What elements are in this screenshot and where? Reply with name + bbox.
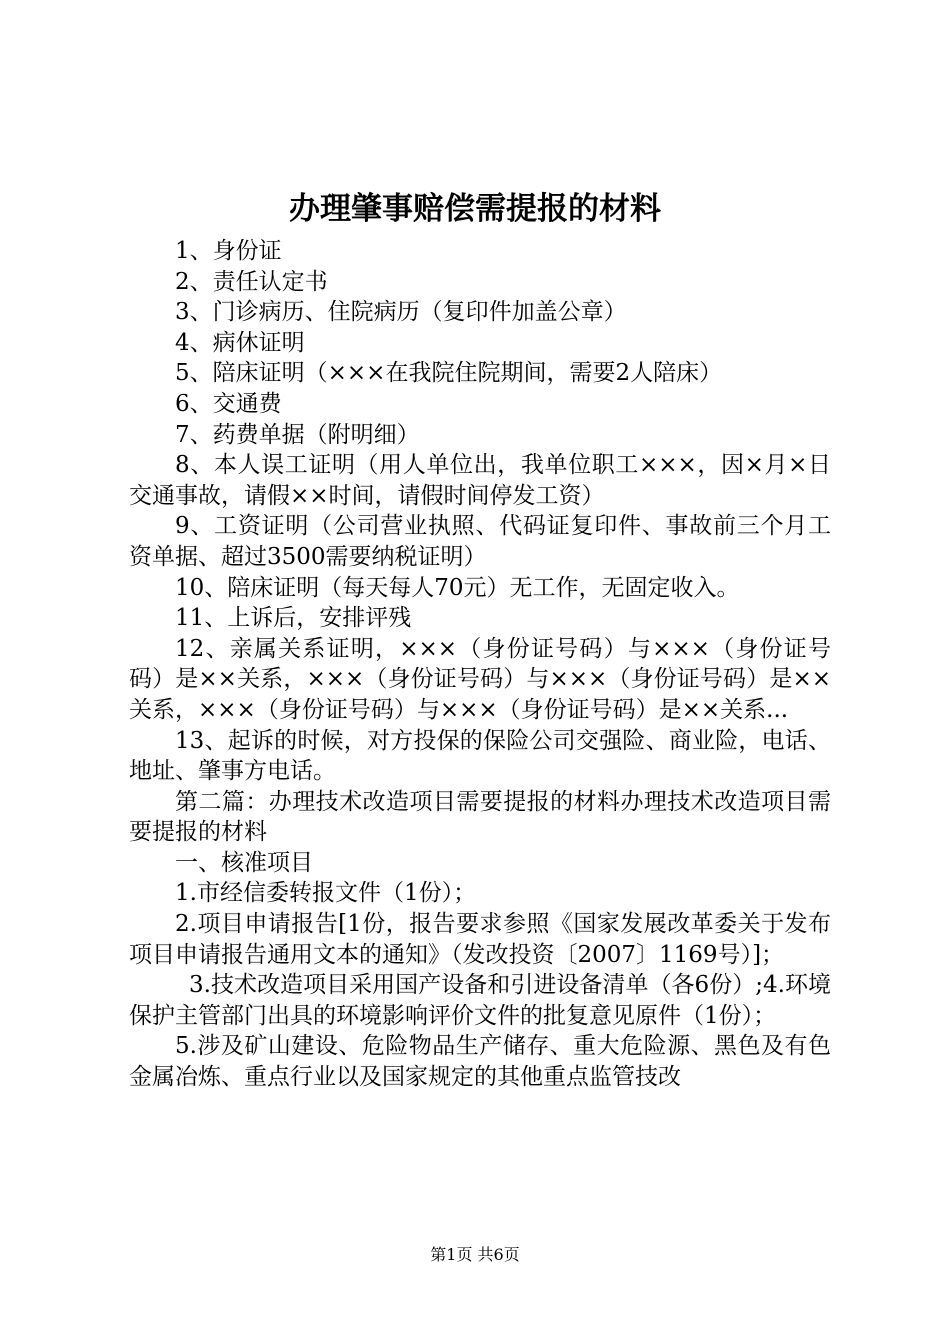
paragraph: 5、陪床证明（×××在我院住院期间，需要2人陪床） bbox=[175, 360, 723, 387]
paragraph: 2.项目申请报告[1份，报告要求参照《国家发展改革委关于发布项目申请报告通用文本的通知》（发改投资〔2007〕1169号）]； bbox=[129, 911, 831, 968]
page-number: 第1页 共6页 bbox=[430, 1245, 520, 1264]
paragraph: 1.市经信委转报文件（1份）； bbox=[175, 880, 477, 907]
paragraph: 7、药费单据（附明细） bbox=[175, 421, 420, 448]
paragraph: 10、陪床证明（每天每人70元）无工作，无固定收入。 bbox=[175, 574, 740, 601]
paragraph: 3.技术改造项目采用国产设备和引进设备清单（各6份）;4.环境保护主管部门出具的环境影响评价文件的批复意见原件（1份）； bbox=[129, 972, 831, 1029]
paragraph: 12、亲属关系证明，×××（身份证号码）与×××（身份证号码）是××关系，×××（身份证号码）与×××（身份证号码）是××关系，×××（身份证号码）与×××（身份证号码）是××关系... bbox=[129, 635, 831, 723]
paragraph: 9、工资证明（公司营业执照、代码证复印件、事故前三个月工资单据、超过3500需要纳税证明） bbox=[129, 513, 831, 570]
paragraph: 13、起诉的时候，对方投保的保险公司交强险、商业险，电话、地址、肇事方电话。 bbox=[129, 727, 831, 785]
paragraph: 2、责任认定书 bbox=[175, 268, 328, 295]
document-body bbox=[129, 236, 831, 1093]
paragraph: 6、交通费 bbox=[175, 390, 282, 417]
paragraph: 1、身份证 bbox=[175, 238, 282, 264]
paragraph: 5.涉及矿山建设、危险物品生产储存、重大危险源、黑色及有色金属冶炼、重点行业以及国家规定的其他重点监管技改 bbox=[129, 1033, 831, 1091]
paragraph: 4、病休证明 bbox=[175, 329, 305, 356]
section-heading: 第二篇：办理技术改造项目需要提报的材料办理技术改造项目需要提报的材料 bbox=[129, 788, 831, 846]
paragraph: 3、门诊病历、住院病历（复印件加盖公章） bbox=[175, 299, 627, 326]
paragraph: 8、本人误工证明（用人单位出，我单位职工×××，因×月×日交通事故，请假××时间，请假时间停发工资） bbox=[129, 452, 831, 509]
paragraph: 一、核准项目 bbox=[175, 849, 313, 876]
document-title: 办理肇事赔偿需提报的材料 bbox=[289, 191, 661, 227]
paragraph: 11、上诉后，安排评残 bbox=[175, 605, 412, 632]
